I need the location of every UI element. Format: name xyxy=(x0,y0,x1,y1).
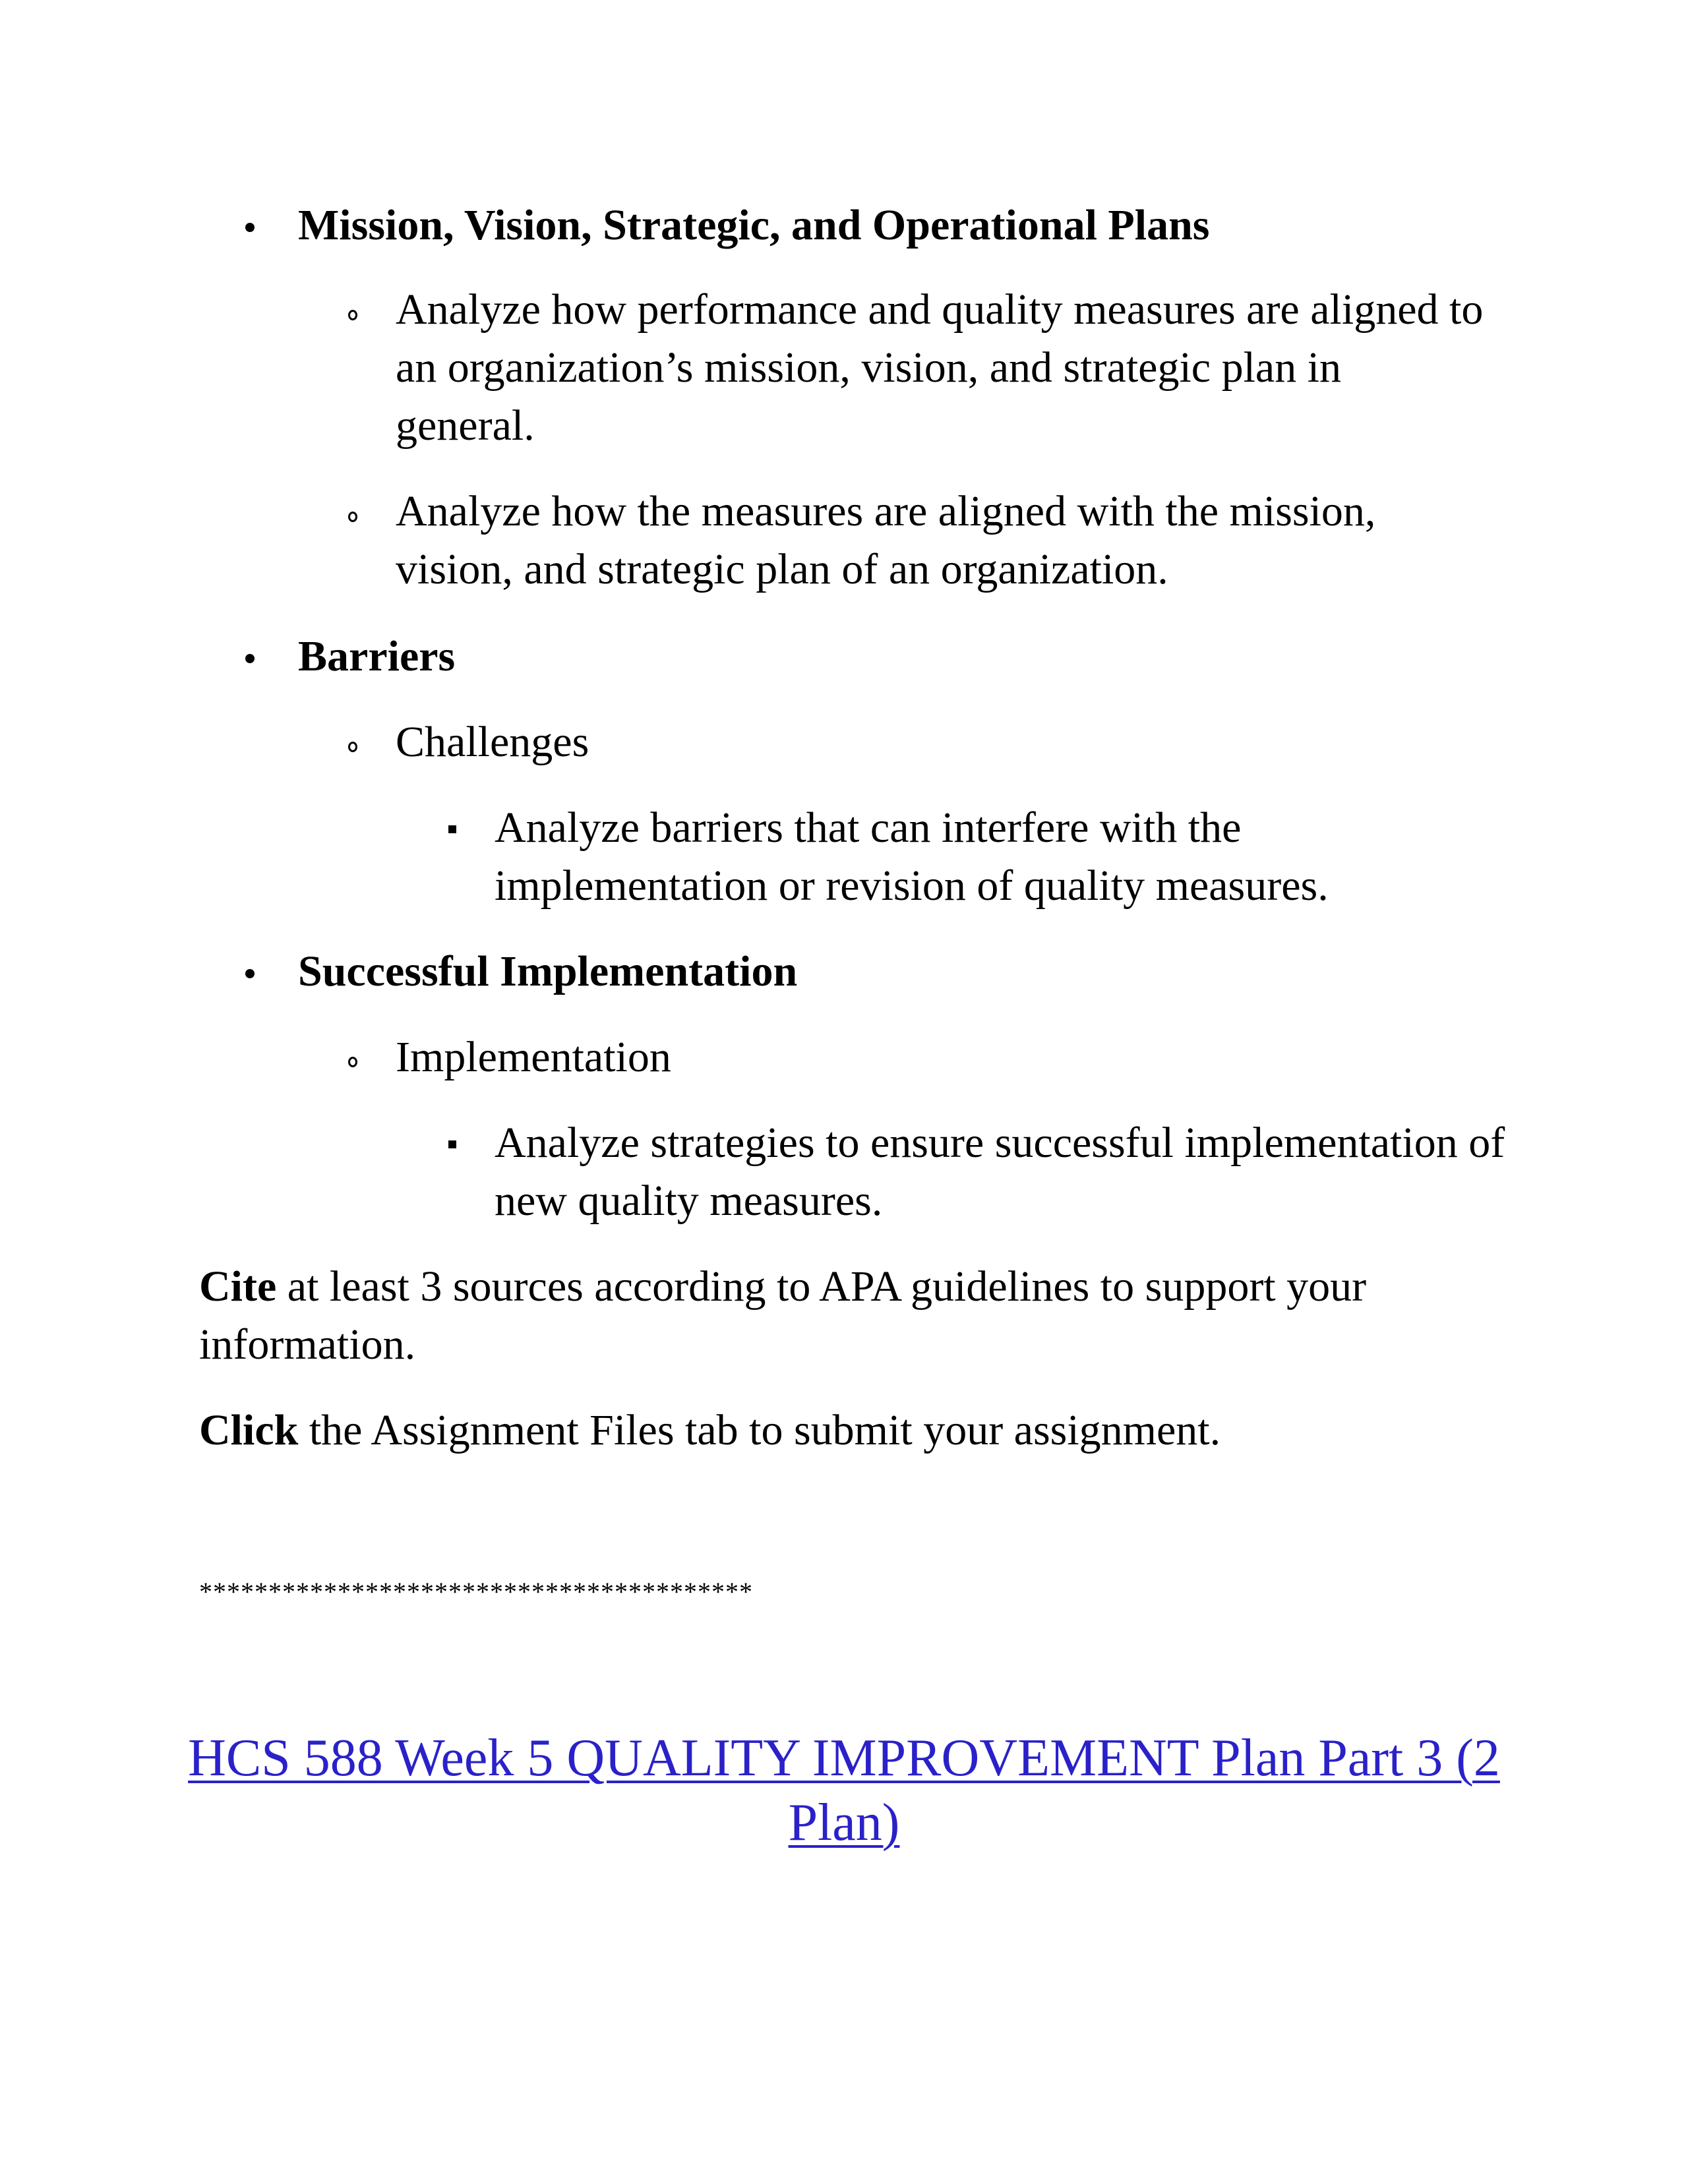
section-heading-implementation: Successful Implementation xyxy=(298,947,798,995)
click-rest: the Assignment Files tab to submit your assignment. xyxy=(298,1406,1221,1454)
click-paragraph xyxy=(199,1402,1518,1460)
list-item-mission-2: Analyze how the measures are aligned with the mission, vision, and strategic plan of an organization. xyxy=(396,487,1376,593)
bullet-circle xyxy=(348,512,357,522)
bullet-disc xyxy=(245,969,255,978)
click-bold: Click xyxy=(199,1406,299,1454)
section-heading-mission: Mission, Vision, Strategic, and Operational Plans xyxy=(298,201,1210,249)
document-title-link[interactable]: HCS 588 Week 5 QUALITY IMPROVEMENT Plan Part 3 (2 Plan) xyxy=(188,1729,1500,1852)
bullet-circle xyxy=(348,1057,357,1067)
section-heading-barriers: Barriers xyxy=(298,632,456,680)
list-detail-implementation: Analyze strategies to ensure successful implementation of new quality measures. xyxy=(495,1119,1505,1225)
list-detail-barriers: Analyze barriers that can interfere with the implementation or revision of quality measures. xyxy=(495,804,1329,910)
bullet-disc xyxy=(245,654,255,663)
cite-bold: Cite xyxy=(199,1262,277,1311)
list-item-implementation: Implementation xyxy=(396,1033,671,1081)
bullet-circle xyxy=(348,310,357,320)
separator-line: **************************************** xyxy=(199,1577,753,1607)
list-item-challenges: Challenges xyxy=(396,718,589,766)
bullet-disc xyxy=(245,223,255,232)
cite-rest: at least 3 sources according to APA guidelines to support your information. xyxy=(199,1262,1367,1369)
bullet-square xyxy=(448,1140,456,1148)
list-item-mission-1: Analyze how performance and quality measures are aligned to an organization’s mission, vision, and strategic plan in general. xyxy=(396,285,1484,450)
bullet-circle xyxy=(348,742,357,752)
bullet-square xyxy=(448,825,456,833)
document-title-link-wrapper xyxy=(185,1726,1503,1855)
cite-paragraph xyxy=(199,1258,1518,1374)
